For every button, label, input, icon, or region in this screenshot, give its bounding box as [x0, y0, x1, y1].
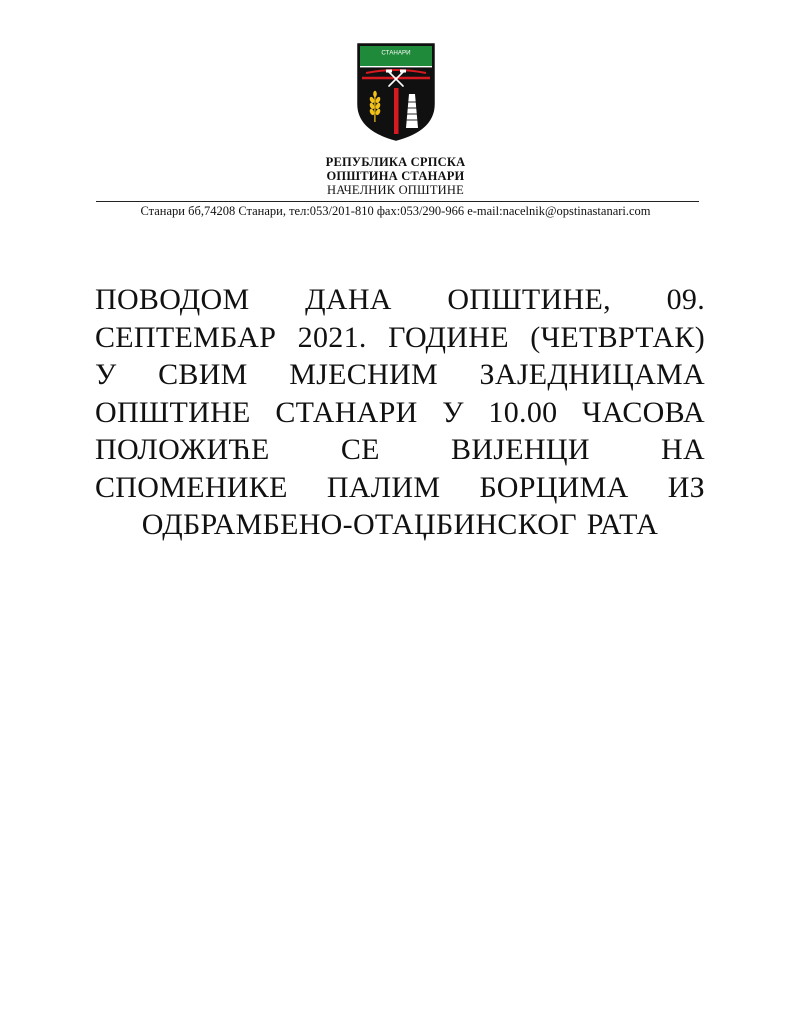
announcement-line: ОДБРАМБЕНО-ОТАЏБИНСКОГ РАТА	[141, 508, 659, 541]
header-divider	[96, 201, 699, 202]
letterhead-contact-line: Станари бб,74208 Станари, тел:053/201-810 фах:053/290-966 e-mail:nacelnik@opstinastanari.com	[140, 204, 651, 218]
announcement-line: ОПШТИНЕ СТАНАРИ У 10.00 ЧАСОВА	[95, 395, 705, 429]
announcement-line: ПОЛОЖИЋЕ СЕ ВИЈЕНЦИ НА	[95, 433, 705, 466]
letterhead-republic: РЕПУБЛИКА СРПСКА	[325, 155, 466, 169]
announcement-line: СПОМЕНИКЕ ПАЛИМ БОРЦИМА ИЗ	[95, 470, 705, 504]
announcement-line: У СВИМ МЈЕСНИМ ЗАЈЕДНИЦАМА	[95, 358, 705, 391]
announcement-line: СЕПТЕМБАР 2021. ГОДИНЕ (ЧЕТВРТАК)	[95, 320, 705, 354]
letterhead-municipality: ОПШТИНА СТАНАРИ	[326, 169, 465, 183]
municipality-coat-of-arms	[356, 42, 436, 142]
announcement-body	[95, 281, 705, 544]
announcement-line: ПОВОДОМ ДАНА ОПШТИНЕ, 09.	[95, 283, 705, 316]
crest-label: СТАНАРИ	[381, 49, 411, 57]
letterhead-office: НАЧЕЛНИК ОПШТИНЕ	[327, 183, 464, 197]
